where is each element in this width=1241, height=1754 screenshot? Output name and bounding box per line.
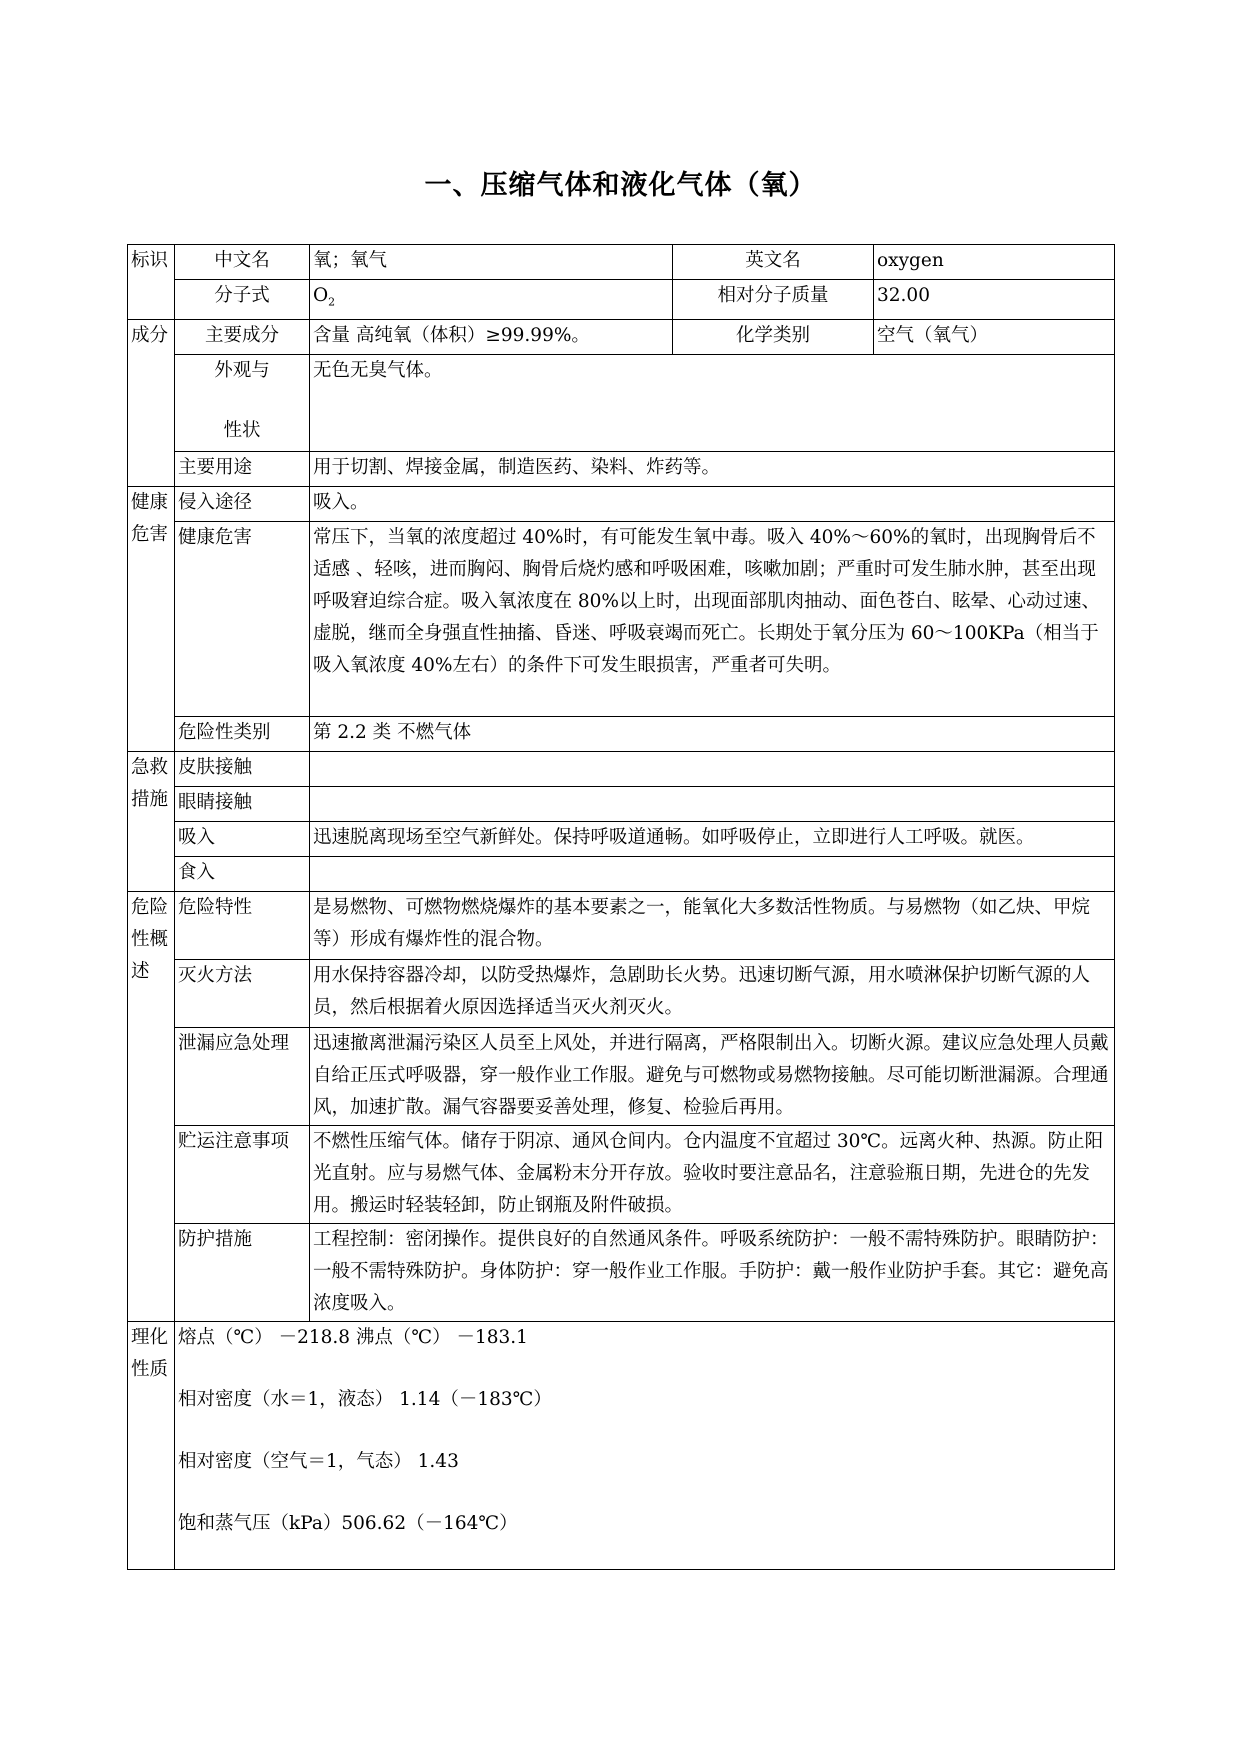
hazard-category-value: 第 2.2 类 不燃气体 bbox=[310, 716, 1115, 751]
physical-properties bbox=[175, 1321, 1115, 1569]
ingestion-label: 食入 bbox=[175, 856, 310, 891]
formula-value bbox=[310, 280, 673, 320]
mw-label: 相对分子质量 bbox=[673, 280, 874, 320]
chem-class-label: 化学类别 bbox=[673, 319, 874, 354]
eye-contact-value bbox=[310, 786, 1115, 821]
section-first-aid: 急救措施 bbox=[128, 751, 175, 891]
melting-boiling-point: 熔点（℃） －218.8 沸点（℃） －183.1 bbox=[178, 1326, 528, 1348]
chem-class-value: 空气（氧气） bbox=[874, 319, 1115, 354]
health-hazard-label: 健康危害 bbox=[175, 521, 310, 716]
use-label: 主要用途 bbox=[175, 451, 310, 486]
mw-value: 32.00 bbox=[874, 280, 1115, 320]
main-component-value: 含量 高纯氧（体积）≥99.99%。 bbox=[310, 319, 673, 354]
vapor-pressure: 饱和蒸气压（kPa）506.62（－164℃） bbox=[178, 1512, 518, 1534]
formula-label: 分子式 bbox=[175, 280, 310, 320]
section-composition: 成分 bbox=[128, 319, 175, 486]
use-value: 用于切割、焊接金属，制造医药、染料、炸药等。 bbox=[310, 451, 1115, 486]
cn-name-value: 氧；氧气 bbox=[310, 245, 673, 280]
appearance-label bbox=[175, 354, 310, 451]
skin-contact-value bbox=[310, 751, 1115, 786]
leak-response-value: 迅速撤离泄漏污染区人员至上风处，并进行隔离，严格限制出入。切断火源。建议应急处理人员戴自给正压式呼吸器，穿一般作业工作服。避免与可燃物或易燃物接触。尽可能切断泄漏源。合理通风，加速扩散。漏气容器要妥善处理，修复、检验后再用。 bbox=[310, 1027, 1115, 1125]
relative-density-air: 相对密度（空气＝1，气态） 1.43 bbox=[178, 1450, 459, 1472]
hazard-property-value: 是易燃物、可燃物燃烧爆炸的基本要素之一，能氧化大多数活性物质。与易燃物（如乙炔、甲烷等）形成有爆炸性的混合物。 bbox=[310, 891, 1115, 959]
protection-label: 防护措施 bbox=[175, 1223, 310, 1321]
route-value: 吸入。 bbox=[310, 486, 1115, 521]
formula-text: O bbox=[313, 285, 329, 306]
eye-contact-label: 眼睛接触 bbox=[175, 786, 310, 821]
section-hazard-overview: 危险性概述 bbox=[128, 891, 175, 1321]
skin-contact-label: 皮肤接触 bbox=[175, 751, 310, 786]
leak-response-label: 泄漏应急处理 bbox=[175, 1027, 310, 1125]
section-identification: 标识 bbox=[128, 245, 175, 320]
route-label: 侵入途径 bbox=[175, 486, 310, 521]
msds-table bbox=[127, 244, 1115, 1570]
en-name-value: oxygen bbox=[874, 245, 1115, 280]
protection-value: 工程控制：密闭操作。提供良好的自然通风条件。呼吸系统防护：一般不需特殊防护。眼睛防护：一般不需特殊防护。身体防护：穿一般作业工作服。手防护：戴一般作业防护手套。其它：避免高浓度吸入。 bbox=[310, 1223, 1115, 1321]
section-health: 健康危害 bbox=[128, 486, 175, 751]
formula-subscript: 2 bbox=[328, 295, 336, 309]
ingestion-value bbox=[310, 856, 1115, 891]
main-component-label: 主要成分 bbox=[175, 319, 310, 354]
cn-name-label: 中文名 bbox=[175, 245, 310, 280]
fire-method-label: 灭火方法 bbox=[175, 959, 310, 1027]
appearance-value: 无色无臭气体。 bbox=[310, 354, 1115, 451]
fire-method-value: 用水保持容器冷却，以防受热爆炸，急剧助长火势。迅速切断气源，用水喷淋保护切断气源的人员，然后根据着火原因选择适当灭火剂灭火。 bbox=[310, 959, 1115, 1027]
inhalation-label: 吸入 bbox=[175, 821, 310, 856]
health-hazard-value: 常压下，当氧的浓度超过 40%时，有可能发生氧中毒。吸入 40%～60%的氧时，出现胸骨后不适感 、轻咳，进而胸闷、胸骨后烧灼感和呼吸困难，咳嗽加剧；严重时可发生肺水肿，甚至出现呼吸窘迫综合症。吸入氧浓度在 80%以上时，出现面部肌肉抽动、面色苍白、眩晕、心动过速、虚脱，继而全身强直性抽搐、昏迷、呼吸衰竭而死亡。长期处于氧分压为 60～100KPa（相当于吸入氧浓度 40%左右）的条件下可发生眼损害，严重者可失明。 bbox=[310, 521, 1115, 716]
appearance-label-line2: 性状 bbox=[223, 419, 261, 441]
relative-density-water: 相对密度（水＝1，液态） 1.14（－183℃） bbox=[178, 1388, 552, 1410]
hazard-property-label: 危险特性 bbox=[175, 891, 310, 959]
appearance-label-line1: 外观与 bbox=[214, 359, 270, 381]
storage-label: 贮运注意事项 bbox=[175, 1125, 310, 1223]
storage-value: 不燃性压缩气体。储存于阴凉、通风仓间内。仓内温度不宜超过 30℃。远离火种、热源。防止阳光直射。应与易燃气体、金属粉末分开存放。验收时要注意品名，注意验瓶日期，先进仓的先发用。搬运时轻装轻卸，防止钢瓶及附件破损。 bbox=[310, 1125, 1115, 1223]
en-name-label: 英文名 bbox=[673, 245, 874, 280]
hazard-category-label: 危险性类别 bbox=[175, 716, 310, 751]
inhalation-value: 迅速脱离现场至空气新鲜处。保持呼吸道通畅。如呼吸停止，立即进行人工呼吸。就医。 bbox=[310, 821, 1115, 856]
page-title: 一、压缩气体和液化气体（氧） bbox=[424, 170, 817, 201]
section-physical: 理化性质 bbox=[128, 1321, 175, 1569]
